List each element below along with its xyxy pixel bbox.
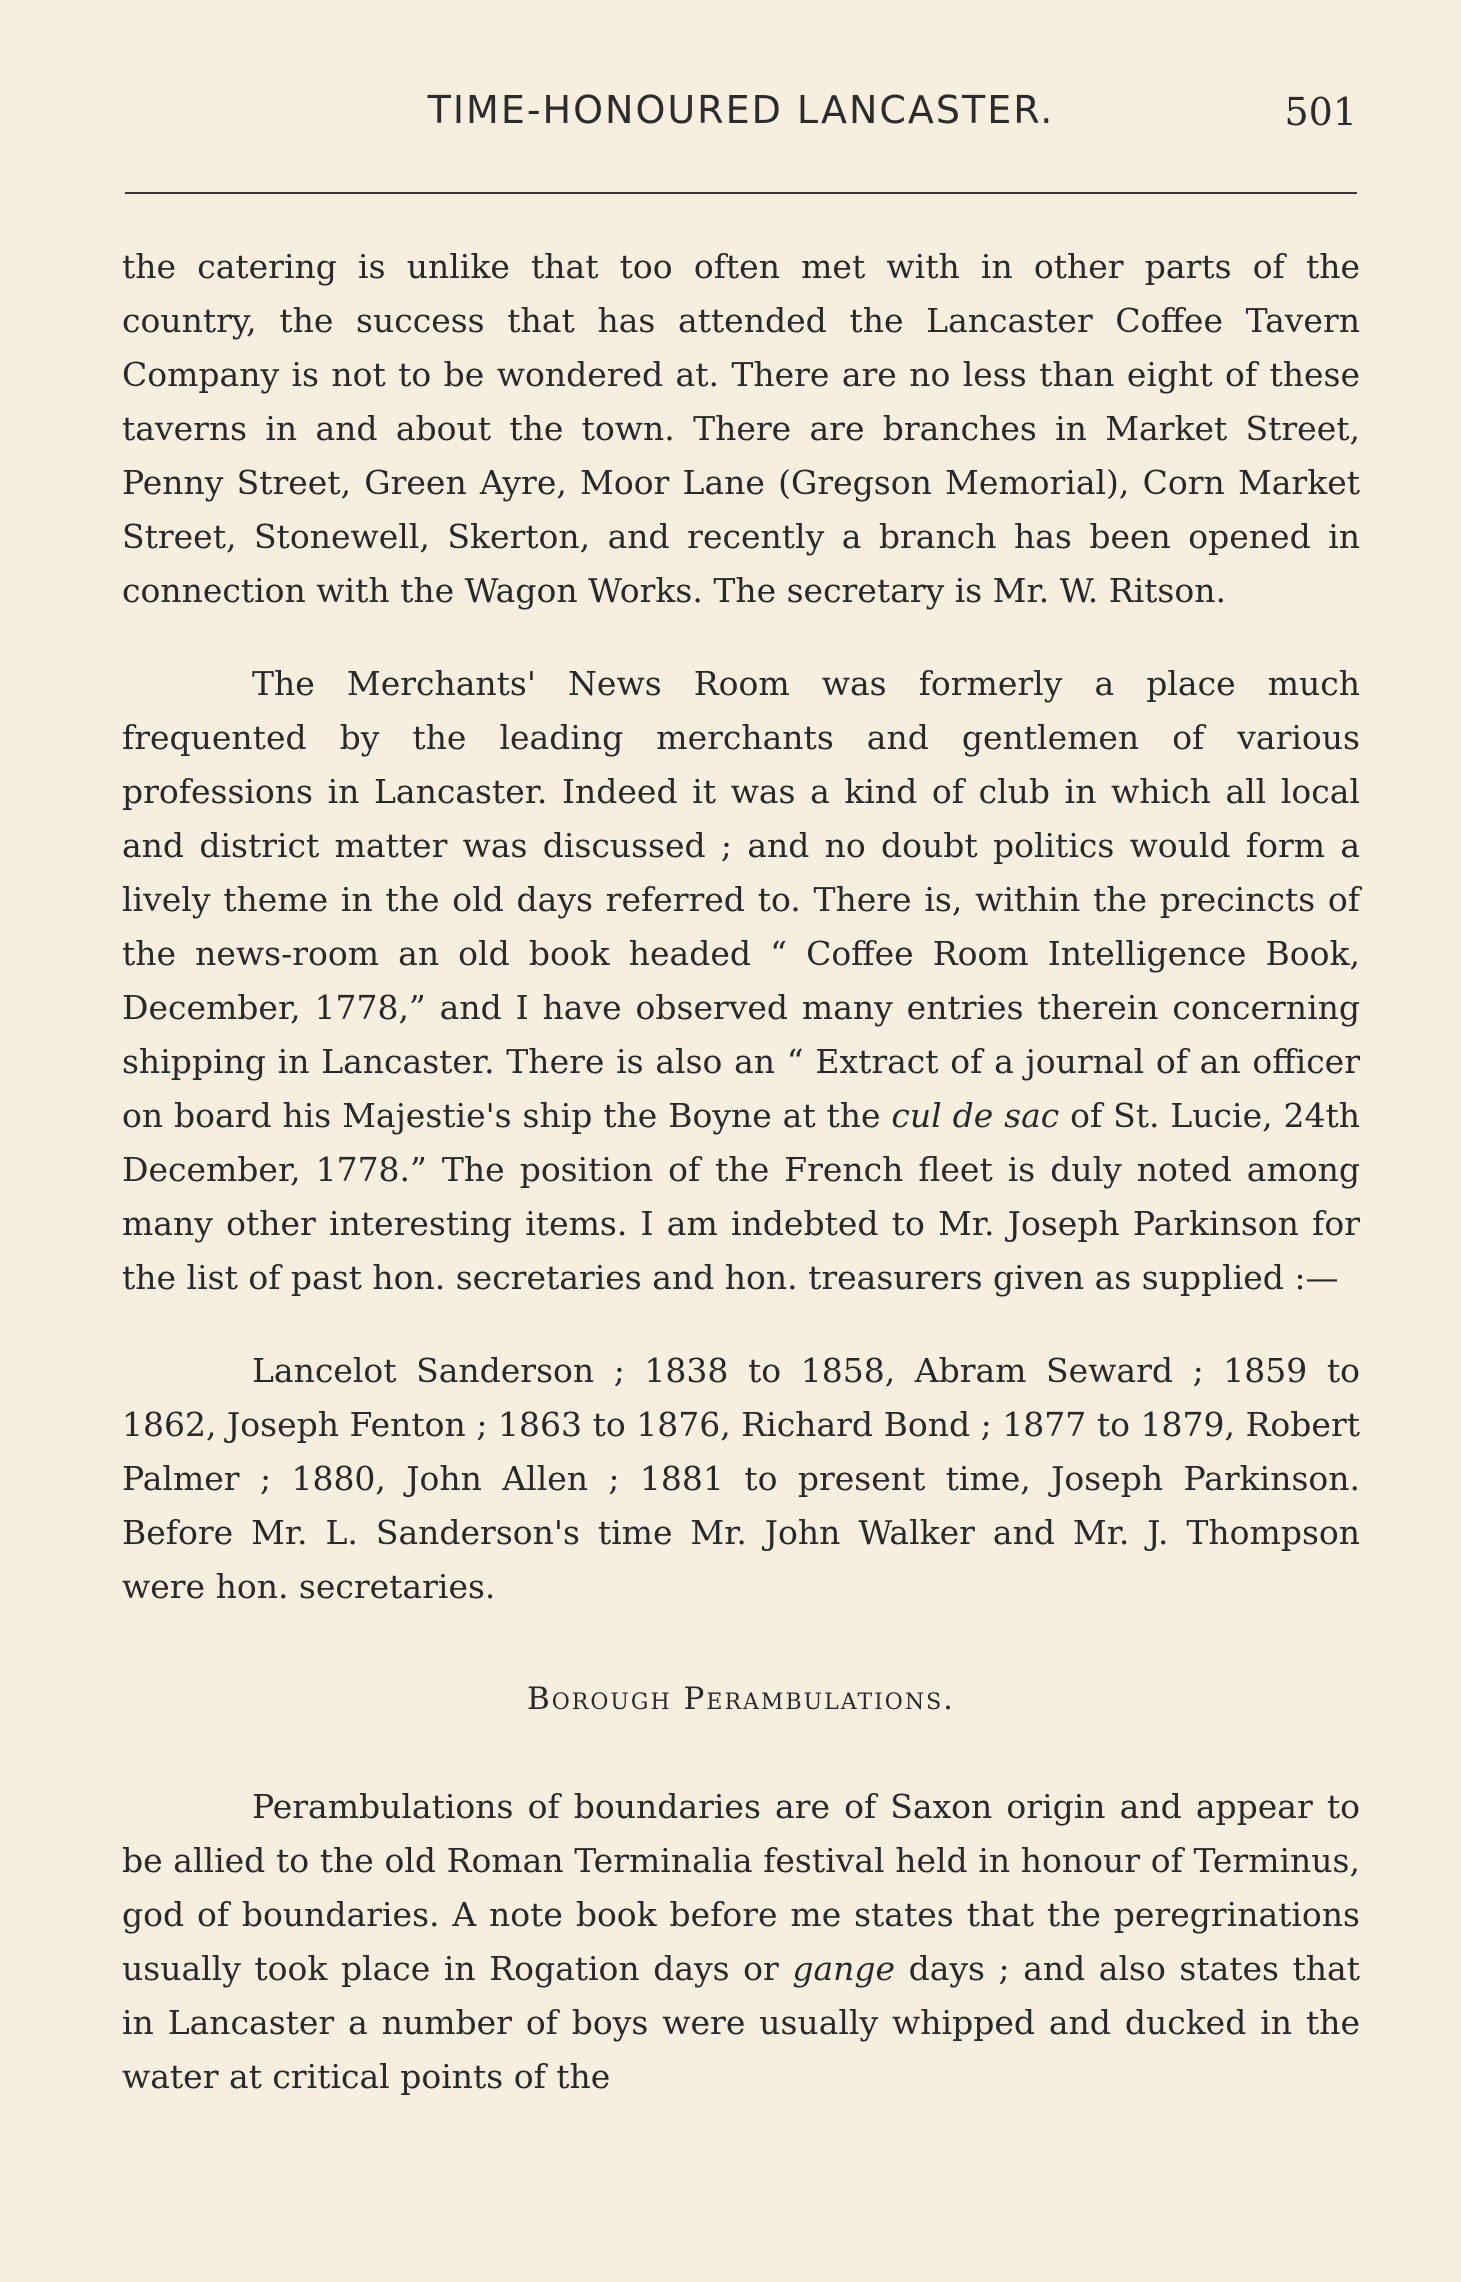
body-text: [122, 240, 1360, 2104]
paragraph-perambulations: [122, 1780, 1360, 2104]
italic-word: gange: [792, 1949, 896, 1988]
header-rule: [125, 192, 1357, 194]
paragraph-text: The Merchants' News Room was formerly a place much frequented by the leading merchants and gentlemen of various professions in Lancaster. Indeed it was a kind of club in which all local and district matter was discussed ; and no doubt politics would form a lively theme in the old days referred to. There is, within the precincts of the news-room an old book headed “ Coffee Room Intelligence Book, December, 1778,” and I have observed many entries therein concerning shipping in Lancaster. There is also an “ Extract of a journal of an officer on board his Majestie's ship the Boyne at the: [122, 664, 1360, 1135]
paragraph-coffee-tavern: the catering is unlike that too often met with in other parts of the country, the success that has attended the Lancaster Coffee Tavern Company is not to be wondered at. There are no less than eight of these taverns in and about the town. There are branches in Market Street, Penny Street, Green Ayre, Moor Lane (Gregson Memorial), Corn Market Street, Stonewell, Skerton, and recently a branch has been opened in connection with the Wagon Works. The secretary is Mr. W. Ritson.: [122, 247, 1360, 610]
page-number: 501: [1284, 90, 1357, 134]
paragraph-secretaries-list: Lancelot Sanderson ; 1838 to 1858, Abram Seward ; 1859 to 1862, Joseph Fenton ; 1863 to 1876, Richard Bond ; 1877 to 1879, Robert Palmer ; 1880, John Allen ; 1881 to present time, Joseph Parkinson. Before Mr. L. Sanderson's time Mr. John Walker and Mr. J. Thompson were hon. secretaries.: [122, 1351, 1360, 1606]
paragraph-text: Perambulations of boundaries are of Saxon origin and appear to be allied to the old Roman Terminalia festival held in honour of Terminus, god of boundaries. A note book before me states that the peregrinations usually took place in Rogation days or: [122, 1787, 1360, 1988]
section-heading: Borough Perambulations.: [526, 1681, 956, 1717]
italic-phrase: cul de sac: [891, 1096, 1060, 1135]
page-header: [125, 88, 1357, 148]
running-head: TIME-HONOURED LANCASTER.: [427, 88, 1055, 132]
paragraph-merchants-news-room: [122, 657, 1360, 1305]
paragraph-text: of St. Lucie, 24th December, 1778.” The position of the French fleet is duly noted among many other interesting items. I am indebted to Mr. Joseph Parkinson for the list of past hon. secretaries and hon. treasurers given as supplied :—: [122, 1096, 1360, 1297]
paragraph-text: days ; and also states that in Lancaster a number of boys were usually whipped and ducked in the water at critical points of the: [122, 1949, 1360, 2096]
